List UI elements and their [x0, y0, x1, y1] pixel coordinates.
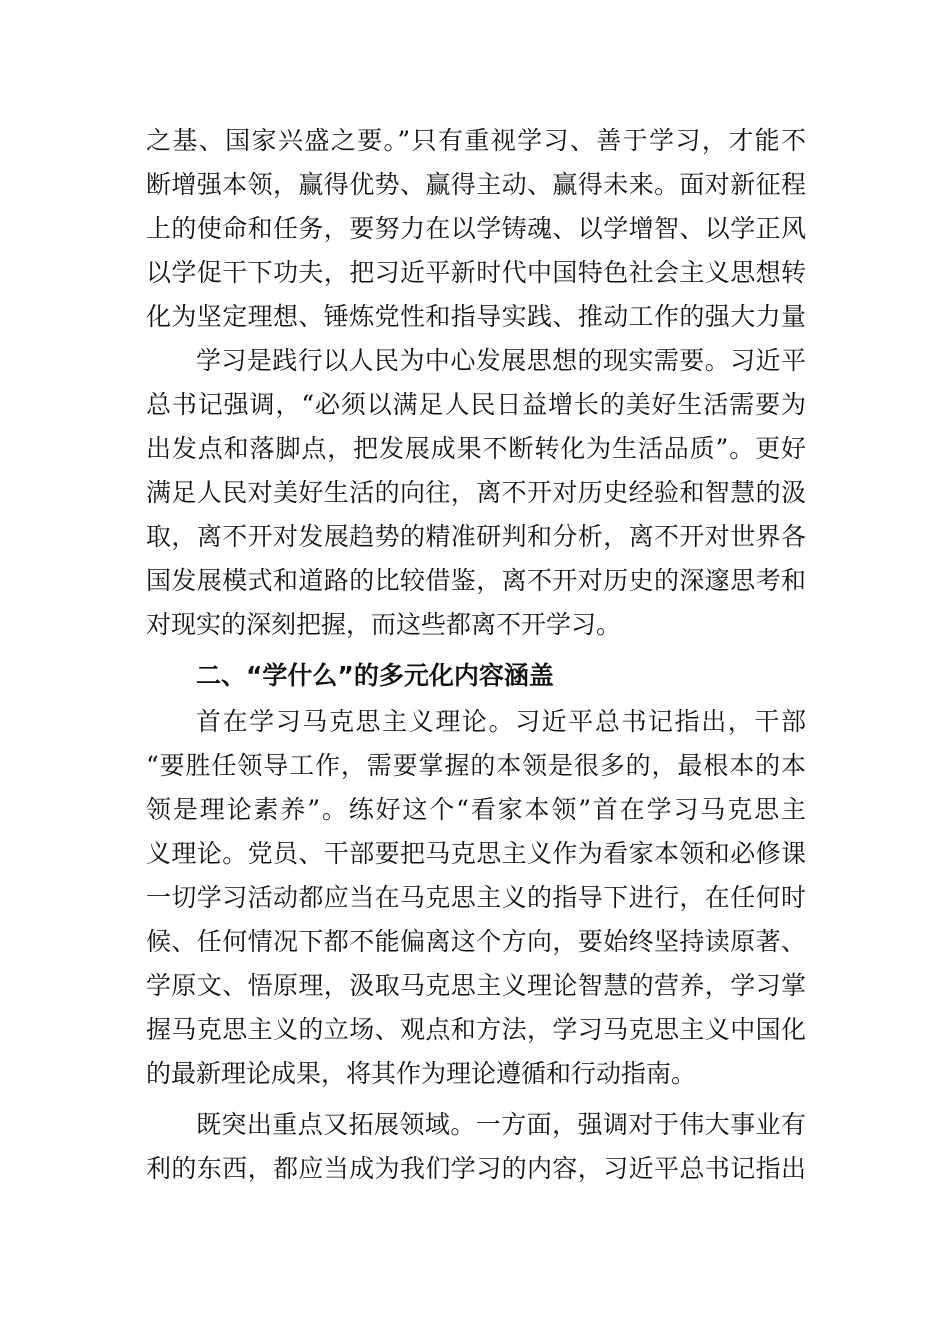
- paragraph-2-line-4: 满足人民对美好生活的向往，离不开对历史经验和智慧的汲: [146, 478, 806, 507]
- paragraph-1-line-3: 上的使命和任务，要努力在以学铸魂、以学增智、以学正风: [146, 214, 806, 243]
- paragraph-3-line-1: 首在学习马克思主义理论。习近平总书记指出，干部: [196, 707, 806, 736]
- paragraph-2-line-2: 总书记强调，“必须以满足人民日益增长的美好生活需要为: [146, 390, 806, 419]
- paragraph-3-line-9: 的最新理论成果，将其作为理论遵循和行动指南。: [146, 1059, 697, 1088]
- paragraph-2-line-3: 出发点和落脚点，把发展成果不断转化为生活品质”。更好: [146, 434, 806, 463]
- paragraph-3-line-8: 握马克思主义的立场、观点和方法，学习马克思主义中国化: [146, 1015, 806, 1044]
- paragraph-1-line-1: 之基、国家兴盛之要。”只有重视学习、善于学习，才能不: [146, 126, 806, 155]
- section-heading: 二、“学什么”的多元化内容涵盖: [196, 661, 554, 690]
- paragraph-2-line-1: 学习是践行以人民为中心发展思想的现实需要。习近平: [196, 346, 806, 375]
- paragraph-3-line-7: 学原文、悟原理，汲取马克思主义理论智慧的营养，学习掌: [146, 971, 806, 1000]
- paragraph-3-line-5: 一切学习活动都应当在马克思主义的指导下进行，在任何时: [146, 883, 806, 912]
- paragraph-1-line-4: 以学促干下功夫，把习近平新时代中国特色社会主义思想转: [146, 258, 806, 287]
- paragraph-2-line-6: 国发展模式和道路的比较借鉴，离不开对历史的深邃思考和: [146, 566, 806, 595]
- paragraph-3-line-3: 领是理论素养”。练好这个“看家本领”首在学习马克思主: [146, 795, 806, 824]
- paragraph-1-line-5: 化为坚定理想、锤炼党性和指导实践、推动工作的强大力量: [146, 302, 806, 331]
- paragraph-3-line-6: 候、任何情况下都不能偏离这个方向，要始终坚持读原著、: [146, 927, 806, 956]
- paragraph-2-line-7: 对现实的深刻把握，而这些都离不开学习。: [146, 610, 622, 639]
- paragraph-2-line-5: 取，离不开对发展趋势的精准研判和分析，离不开对世界各: [146, 522, 806, 551]
- paragraph-1-line-2: 断增强本领，赢得优势、赢得主动、赢得未来。面对新征程: [146, 170, 806, 199]
- paragraph-4-line-2: 利的东西，都应当成为我们学习的内容，习近平总书记指出: [146, 1154, 806, 1183]
- paragraph-3-line-4: 义理论。党员、干部要把马克思主义作为看家本领和必修课: [146, 839, 806, 868]
- paragraph-4-line-1: 既突出重点又拓展领域。一方面，强调对于伟大事业有: [196, 1110, 806, 1139]
- paragraph-3-line-2: “要胜任领导工作，需要掌握的本领是很多的，最根本的本: [146, 751, 806, 780]
